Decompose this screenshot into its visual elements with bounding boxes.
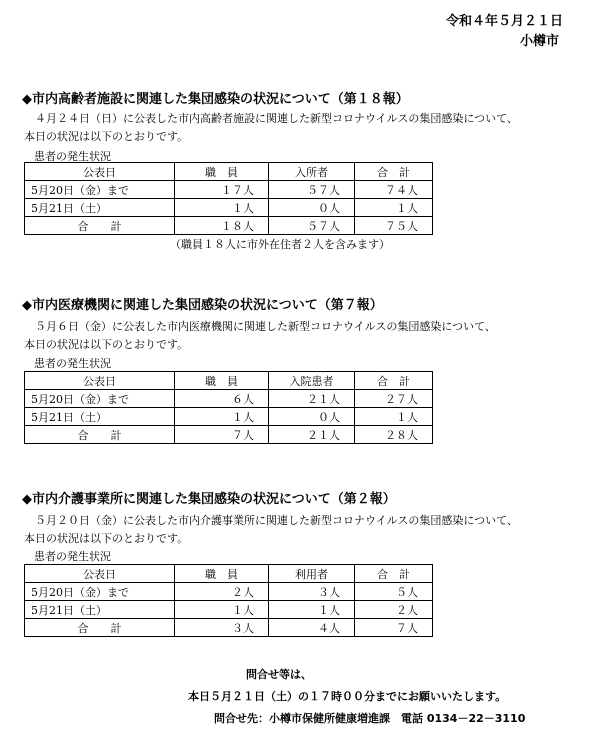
value-cell: ０人 — [269, 199, 355, 217]
table-row — [25, 390, 433, 408]
contact-intro: 問合せ等は、 — [246, 668, 312, 681]
date-cell: 5月21日（土） — [25, 601, 175, 619]
value-cell: ３人 — [269, 583, 355, 601]
header-cell: 入院患者 — [269, 372, 355, 390]
table-row — [25, 583, 433, 601]
date-cell: 5月21日（土） — [25, 199, 175, 217]
value-cell: ２人 — [175, 583, 269, 601]
section-title: ◆市内高齢者施設に関連した集団感染の状況について（第１８報） — [22, 92, 409, 107]
header-cell: 公表日 — [25, 372, 175, 390]
table-header-row — [25, 372, 433, 390]
table-header-row — [25, 565, 433, 583]
value-cell: ３人 — [175, 619, 269, 637]
header-cell: 合 計 — [355, 565, 433, 583]
table-caption: 患者の発生状況 — [34, 357, 111, 370]
date-cell: 5月20日（金）まで — [25, 583, 175, 601]
value-cell: １人 — [175, 408, 269, 426]
header-cell: 合 計 — [355, 163, 433, 181]
section-paragraph — [24, 512, 584, 548]
header-cell: 公表日 — [25, 565, 175, 583]
header-cell: 公表日 — [25, 163, 175, 181]
table-caption: 患者の発生状況 — [34, 150, 111, 163]
section-paragraph — [24, 318, 584, 354]
table-row — [25, 199, 433, 217]
paragraph-line: ４月２４日（日）に公表した市内高齢者施設に関連した新型コロナウイルスの集団感染について、 — [35, 112, 518, 125]
value-cell: １７人 — [175, 181, 269, 199]
value-cell: ５７人 — [269, 181, 355, 199]
value-cell: ６人 — [175, 390, 269, 408]
table-row — [25, 408, 433, 426]
value-cell: ２１人 — [269, 390, 355, 408]
paragraph-line: 本日の状況は以下のとおりです。 — [24, 130, 189, 143]
value-cell: １人 — [175, 199, 269, 217]
value-cell: ５７人 — [269, 217, 355, 235]
patient-table — [24, 564, 433, 637]
value-cell: ７人 — [355, 619, 433, 637]
table-total-row — [25, 426, 433, 444]
total-label-cell: 合 計 — [25, 619, 175, 637]
section-title: ◆市内介護事業所に関連した集団感染の状況について（第２報） — [22, 492, 396, 507]
patient-table — [24, 162, 433, 235]
value-cell: １人 — [355, 199, 433, 217]
header-cell: 職 員 — [175, 163, 269, 181]
value-cell: １８人 — [175, 217, 269, 235]
value-cell: ７人 — [175, 426, 269, 444]
date-cell: 5月20日（金）まで — [25, 181, 175, 199]
value-cell: ０人 — [269, 408, 355, 426]
value-cell: ７４人 — [355, 181, 433, 199]
value-cell: ２人 — [355, 601, 433, 619]
date-cell: 5月21日（土） — [25, 408, 175, 426]
value-cell: １人 — [269, 601, 355, 619]
table-header-row — [25, 163, 433, 181]
value-cell: ２８人 — [355, 426, 433, 444]
section-title: ◆市内医療機関に関連した集団感染の状況について（第７報） — [22, 298, 383, 313]
value-cell: ７５人 — [355, 217, 433, 235]
value-cell: ４人 — [269, 619, 355, 637]
paragraph-line: 本日の状況は以下のとおりです。 — [24, 532, 189, 545]
paragraph-line: 本日の状況は以下のとおりです。 — [24, 338, 189, 351]
date-cell: 5月20日（金）まで — [25, 390, 175, 408]
header-cell: 入所者 — [269, 163, 355, 181]
table-row — [25, 601, 433, 619]
header-cell: 利用者 — [269, 565, 355, 583]
total-label-cell: 合 計 — [25, 426, 175, 444]
contact-info: 問合せ先：小樽市保健所健康増進課 電話 0134－22－3110 — [214, 712, 526, 725]
header-cell: 合 計 — [355, 372, 433, 390]
paragraph-line: ５月２０日（金）に公表した市内介護事業所に関連した新型コロナウイルスの集団感染について、 — [35, 514, 518, 527]
value-cell: ２７人 — [355, 390, 433, 408]
total-label-cell: 合 計 — [25, 217, 175, 235]
header-cell: 職 員 — [175, 565, 269, 583]
section-paragraph — [24, 110, 584, 146]
table-row — [25, 181, 433, 199]
header-cell: 職 員 — [175, 372, 269, 390]
report-date: 令和４年５月２１日 — [446, 14, 564, 29]
contact-deadline: 本日５月２１日（土）の１７時００分までにお願いいたします。 — [188, 690, 507, 703]
patient-table — [24, 371, 433, 444]
issuer-name: 小樽市 — [520, 34, 560, 49]
value-cell: １人 — [355, 408, 433, 426]
table-caption: 患者の発生状況 — [34, 550, 111, 563]
table-total-row — [25, 217, 433, 235]
value-cell: ２１人 — [269, 426, 355, 444]
value-cell: １人 — [175, 601, 269, 619]
value-cell: ５人 — [355, 583, 433, 601]
paragraph-line: ５月６日（金）に公表した市内医療機関に関連した新型コロナウイルスの集団感染について、 — [35, 320, 496, 333]
table-note: （職員１８人に市外在住者２人を含みます） — [170, 238, 390, 251]
table-total-row — [25, 619, 433, 637]
